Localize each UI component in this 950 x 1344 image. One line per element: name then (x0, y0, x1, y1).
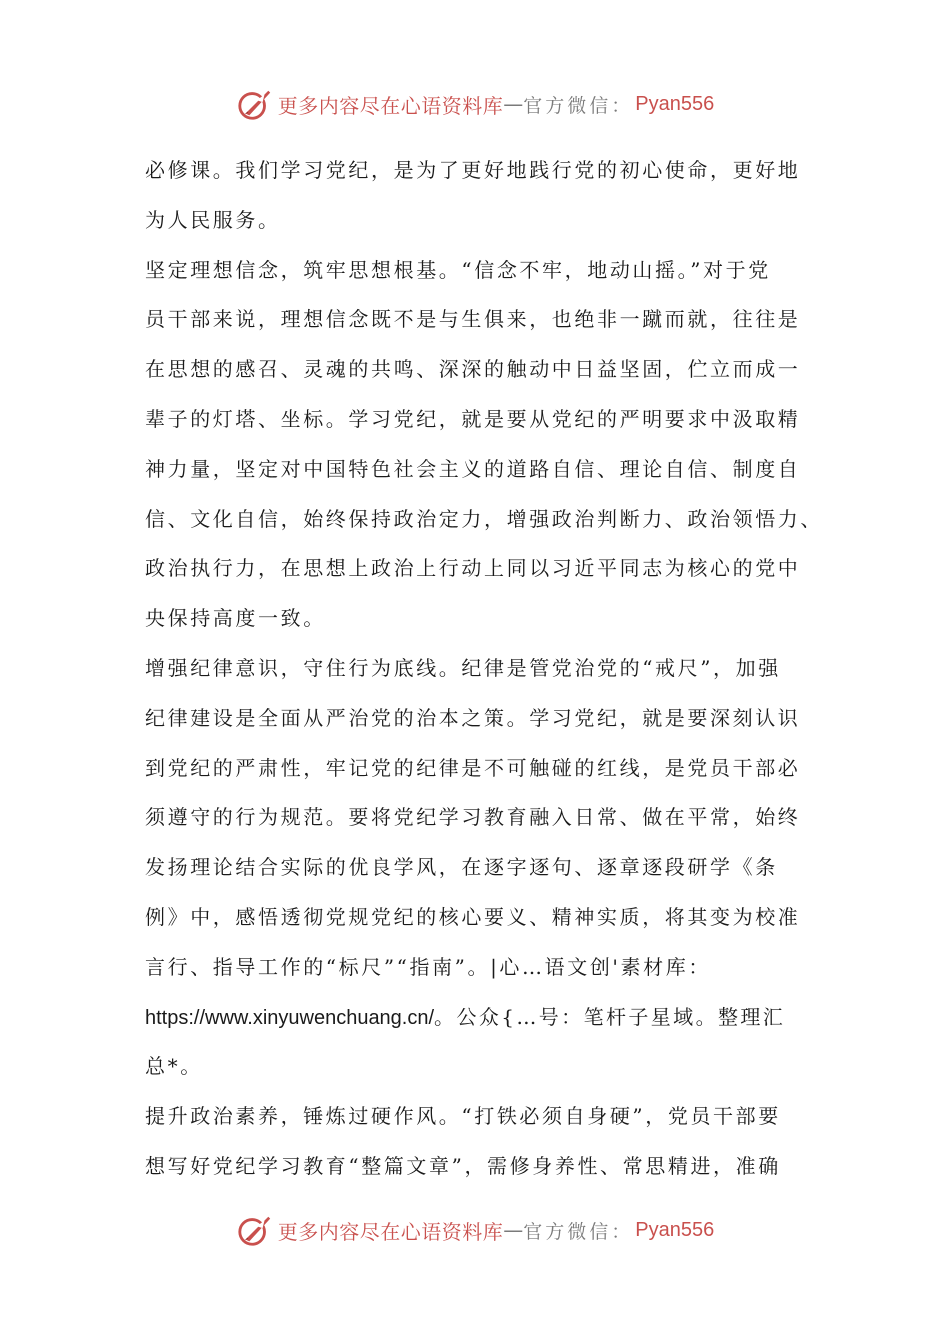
banner-brand-text: 更多内容尽在心语资料库 (277, 93, 504, 118)
body-line: 言行、指导工作的“标尺”“指南”。|心…语文创'素材库： (145, 954, 711, 979)
body-line: 政治执行力，在思想上政治上行动上同以习近平同志为核心的党中 (145, 556, 801, 581)
footer-banner (0, 1210, 950, 1250)
body-line: 央保持高度一致。 (145, 606, 326, 631)
body-line: 信、文化自信，始终保持政治定力，增强政治判断力、政治领悟力、 (145, 506, 823, 531)
body-line: 增强纪律意识，守住行为底线。纪律是管党治党的“戒尺”，加强 (145, 655, 781, 680)
body-line: 提升政治素养，锤炼过硬作风。“打铁必须自身硬”，党员干部要 (145, 1104, 781, 1129)
body-line-url-rest: 。公众{…号：笔杆子星域。整理汇 (434, 1004, 786, 1029)
body-line: 纪律建设是全面从严治党的治本之策。学习党纪，就是要深刻认识 (145, 705, 801, 730)
header-banner (0, 84, 950, 124)
banner-official-label: 官方微信： (523, 94, 634, 117)
banner-wechat-id: Pyan556 (635, 1218, 715, 1241)
quill-pen-logo-icon (236, 85, 274, 123)
article-body (145, 146, 823, 1192)
banner-official-label: 官方微信： (523, 1220, 634, 1243)
body-line: 发扬理论结合实际的优良学风，在逐字逐句、逐章逐段研学《条 (145, 855, 778, 880)
body-line: 为人民服务。 (145, 207, 281, 232)
banner-separator: — (503, 1218, 524, 1242)
body-line: 辈子的灯塔、坐标。学习党纪，就是要从党纪的严明要求中汲取精 (145, 406, 801, 431)
body-line: 总*。 (145, 1054, 203, 1079)
body-line: 须遵守的行为规范。要将党纪学习教育融入日常、做在平常，始终 (145, 805, 801, 830)
body-line: 神力量，坚定对中国特色社会主义的道路自信、理论自信、制度自 (145, 456, 801, 481)
body-line: 到党纪的严肃性，牢记党的纪律是不可触碰的红线，是党员干部必 (145, 755, 801, 780)
website-link[interactable]: https://www.xinyuwenchuang.cn/ (145, 1006, 435, 1029)
banner-wechat-id: Pyan556 (635, 92, 715, 115)
body-line: 在思想的感召、灵魂的共鸣、深深的触动中日益坚固，伫立而成一 (145, 357, 801, 382)
banner-separator: — (503, 92, 524, 116)
body-line: 想写好党纪学习教育“整篇文章”，需修身养性、常思精进，准确 (145, 1153, 781, 1178)
banner-brand-text: 更多内容尽在心语资料库 (277, 1219, 504, 1244)
body-line: 必修课。我们学习党纪，是为了更好地践行党的初心使命，更好地 (145, 158, 801, 182)
body-line: 坚定理想信念，筑牢思想根基。“信念不牢，地动山摇。”对于党 (145, 257, 771, 282)
body-line-url (145, 993, 815, 1043)
body-line: 例》中，感悟透彻党规党纪的核心要义、精神实质，将其变为校准 (145, 904, 801, 929)
quill-pen-logo-icon (236, 1211, 274, 1249)
body-line: 员干部来说，理想信念既不是与生俱来，也绝非一蹴而就，往往是 (145, 307, 801, 332)
